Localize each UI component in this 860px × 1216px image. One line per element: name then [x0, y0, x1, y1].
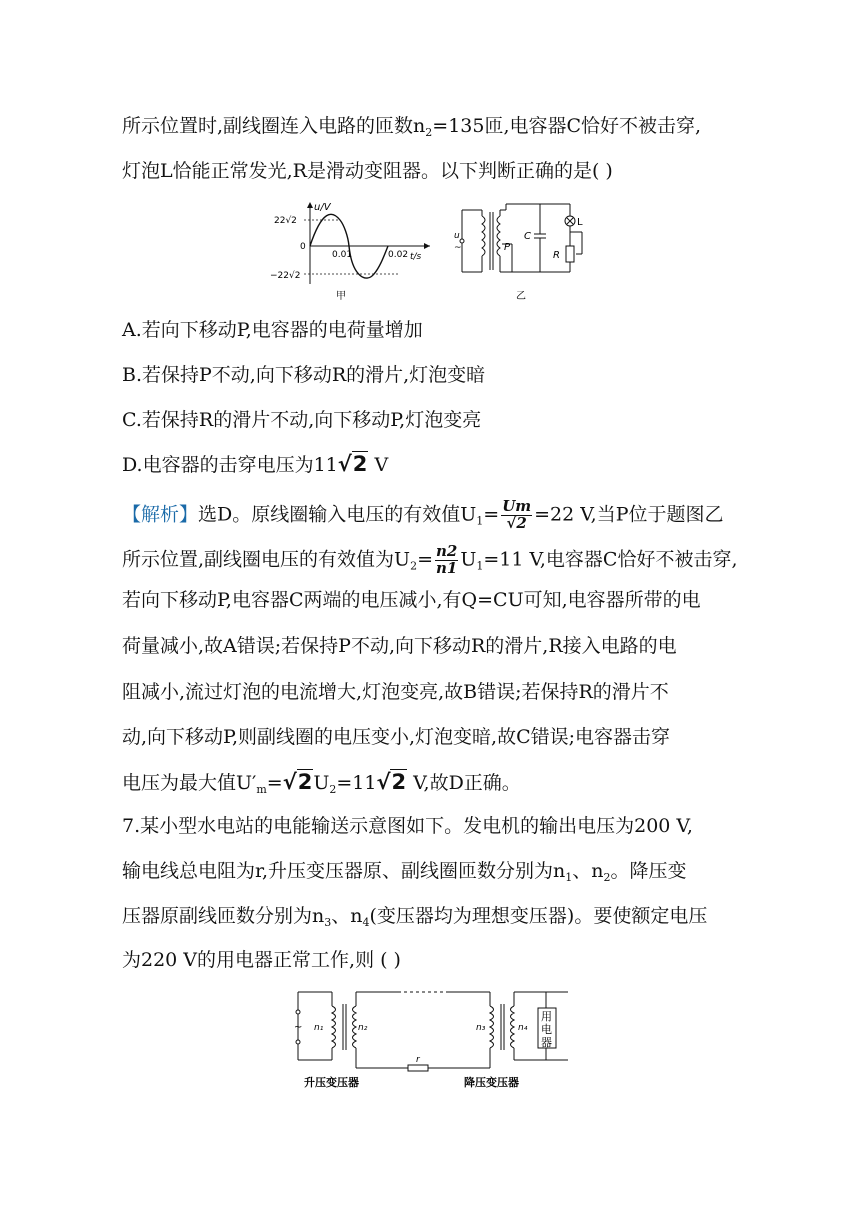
load-char-2: 电: [541, 1023, 552, 1036]
caption-jia: 甲: [336, 291, 346, 302]
intro-line-1: 所示位置时,副线圈连入电路的匝数$n_2=135$匝,电容器C恰好不被击穿,: [122, 115, 702, 139]
analysis-line-1: 【解析】选D。原线圈输入电压的有效值$U_1=$ $\frac{Um}{√2}$ =22 V,当P位于题图乙: [122, 497, 724, 532]
x-axis-label: t/s: [410, 252, 422, 262]
label-u: u: [454, 231, 460, 241]
q7-line-4: 为220 V的用电器正常工作,则 ( ): [122, 949, 401, 971]
tilde-label: ~: [294, 1022, 303, 1033]
analysis-line-6: 动,向下移动P,则副线圈的电压变小,灯泡变暗,故C错误;电容器击穿: [122, 726, 671, 748]
figure-transmission: [288, 988, 572, 1092]
label-L: L: [577, 217, 583, 228]
analysis-tag: 【解析】: [122, 503, 199, 526]
analysis-line-4: 荷量减小,故A错误;若保持P不动,向下移动R的滑片,R接入电路的电: [122, 635, 677, 657]
sqrt-symbol: √2: [337, 452, 368, 476]
transformer-circuit: [460, 204, 582, 272]
q7-line-3: 压器原副线匝数分别为$n_3$、$n_4$(变压器均为理想变压器)。要使额定电压: [122, 905, 708, 929]
fraction-um-sqrt2: $\frac{Um}{√2}$: [502, 497, 532, 532]
q7-line-1: 7.某小型水电站的电能输送示意图如下。发电机的输出电压为200 V,: [122, 815, 693, 837]
n4-label: n₄: [518, 1023, 528, 1033]
x-tick-002: 0.02: [388, 250, 409, 260]
label-P: P: [504, 242, 511, 253]
y-top-label: 22√2: [274, 216, 297, 226]
y-bottom-label: −22√2: [270, 271, 301, 281]
option-c: C.若保持R的滑片不动,向下移动P,灯泡变亮: [122, 409, 482, 431]
n3-label: n₃: [476, 1023, 486, 1033]
y-zero-label: 0: [300, 242, 306, 252]
analysis-line-5: 阻减小,流过灯泡的电流增大,灯泡变亮,故B错误;若保持R的滑片不: [122, 681, 669, 703]
resistor-r: [408, 1065, 428, 1071]
n1-label: n₁: [314, 1023, 324, 1033]
caption-step-down: 降压变压器: [464, 1076, 519, 1089]
option-d: D.电容器的击穿电压为11√2 V: [122, 452, 389, 476]
y-axis-label: u/V: [314, 202, 331, 213]
analysis-line-2: 所示位置,副线圈电压的有效值为$U_2=$ $\frac{n2}{n1}$ $U_1=11$ V,电容器C恰好不被击穿,: [122, 542, 738, 577]
analysis-line-7: 电压为最大值$U'_m=√2U_2=11√2$ V,故D正确。: [122, 770, 521, 796]
option-a: A.若向下移动P,电容器的电荷量增加: [122, 319, 423, 341]
label-tilde: ~: [454, 243, 462, 253]
analysis-line-3: 若向下移动P,电容器C两端的电压减小,有Q=CU可知,电容器所带的电: [122, 589, 701, 611]
figure-waveform-and-circuit: [270, 198, 590, 304]
load-char-1: 用: [541, 1010, 552, 1023]
intro-line-2: 灯泡L恰能正常发光,R是滑动变阻器。以下判断正确的是( ): [122, 160, 613, 182]
caption-yi: 乙: [516, 291, 526, 302]
r-label: r: [416, 1055, 420, 1065]
label-C: C: [524, 231, 531, 242]
q7-line-2: 输电线总电阻为r,升压变压器原、副线圈匝数分别为$n_1$、$n_2$。降压变: [122, 860, 687, 884]
label-R: R: [553, 250, 560, 261]
caption-step-up: 升压变压器: [304, 1076, 359, 1089]
option-b: B.若保持P不动,向下移动R的滑片,灯泡变暗: [122, 364, 486, 386]
fraction-n2-n1: $\frac{n2}{n1}$: [435, 542, 458, 577]
n2-label: n₂: [358, 1023, 368, 1033]
x-tick-001: 0.01: [332, 250, 353, 260]
load-char-3: 器: [541, 1036, 552, 1049]
